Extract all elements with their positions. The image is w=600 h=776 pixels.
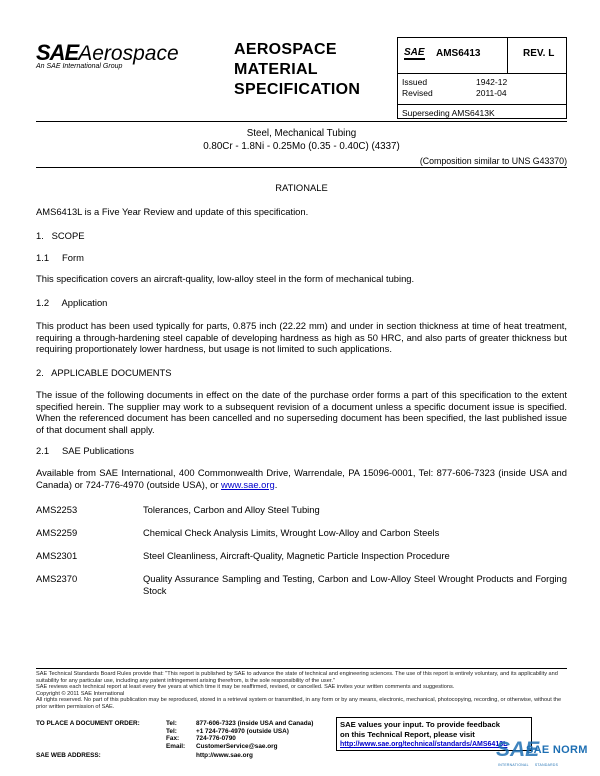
revised-label: Revised bbox=[402, 88, 433, 98]
watermark-sae-large: SAE bbox=[496, 738, 540, 761]
doc-number: AMS6413 bbox=[436, 48, 481, 59]
email-label: Email: bbox=[166, 742, 186, 750]
section-2-1-text bbox=[36, 467, 567, 490]
ref-title: Steel Cleanliness, Aircraft-Quality, Magnetic Particle Inspection Procedure bbox=[143, 550, 450, 561]
feedback-line-1: SAE values your input. To provide feedback bbox=[340, 720, 501, 729]
title-line-2: MATERIAL bbox=[234, 61, 318, 78]
doc-subtitle: 0.80Cr - 1.8Ni - 0.25Mo (0.35 - 0.40C) (4337) bbox=[203, 141, 400, 152]
section-1-2-heading: 1.2 Application bbox=[36, 297, 108, 308]
issued-value: 1942-12 bbox=[476, 77, 508, 87]
order-label: TO PLACE A DOCUMENT ORDER: bbox=[36, 720, 140, 727]
order-block bbox=[36, 720, 336, 760]
logo-aerospace-text: Aerospace bbox=[78, 42, 179, 65]
superseding-text: Superseding AMS6413K bbox=[402, 108, 495, 118]
ref-title: Chemical Check Analysis Limits, Wrought Low-Alloy and Carbon Steels bbox=[143, 527, 440, 538]
header-divider-vertical bbox=[507, 37, 508, 74]
ref-code: AMS2253 bbox=[36, 504, 78, 515]
footer-copyright: Copyright © 2011 SAE International bbox=[36, 690, 125, 697]
title-rule bbox=[36, 167, 567, 168]
title-line-3: SPECIFICATION bbox=[234, 81, 361, 98]
sae-norm-watermark bbox=[496, 738, 596, 774]
doc-title: Steel, Mechanical Tubing bbox=[246, 128, 357, 139]
section-2-1-heading: 2.1 SAE Publications bbox=[36, 445, 134, 456]
section-2-heading: 2. APPLICABLE DOCUMENTS bbox=[36, 367, 172, 378]
rationale-text: AMS6413L is a Five Year Review and update of this specification. bbox=[36, 206, 309, 217]
ref-title: Tolerances, Carbon and Alloy Steel Tubing bbox=[143, 504, 320, 515]
footer-rights-text: All rights reserved. No part of this publication may be reproduced, stored in a retrieval system or transmitted, in any form or by any means, electronic, mechanical, photocopying, recording, or otherwise, without the prior written permission of SAE. bbox=[36, 697, 562, 710]
header-divider-horizontal bbox=[397, 73, 567, 74]
footer-rule bbox=[36, 668, 567, 669]
logo-sae-text: SAE bbox=[36, 40, 79, 65]
ref-code: AMS2370 bbox=[36, 573, 78, 584]
revision-label: REV. L bbox=[523, 48, 555, 59]
section-1-1-text: This specification covers an aircraft-quality, low-alloy steel in the form of mechanical tubing. bbox=[36, 273, 415, 284]
section-1-1-heading: 1.1 Form bbox=[36, 252, 84, 263]
footer-review-text: SAE reviews each technical report at least every five years at which time it may be reaffirmed, revised, or cancelled. SAE invites your written comments and suggestions. bbox=[36, 684, 455, 691]
tel-label: Tel: bbox=[166, 720, 177, 727]
section-1-2-text: This product has been used typically for parts, 0.875 inch (22.22 mm) and under in section thickness at time of heat treatment, requiring a through-hardening steel capable of developing hardness as high as 50 HRC, and also parts of greater thickness but requiring proportionately lower hardness, but usage is not limited to such applications. bbox=[36, 320, 567, 355]
tel2-label: Tel: bbox=[166, 727, 177, 735]
revised-value: 2011-04 bbox=[476, 88, 507, 98]
feedback-line-2: on this Technical Report, please visit bbox=[340, 730, 475, 739]
logo-tagline: An SAE International Group bbox=[36, 63, 123, 70]
web-label: SAE WEB ADDRESS: bbox=[36, 752, 101, 759]
sae-availability-end: . bbox=[274, 478, 278, 490]
feedback-link[interactable]: http://www.sae.org/technical/standards/AMS6413L bbox=[340, 741, 508, 748]
fax-label: Fax: bbox=[166, 735, 180, 742]
rationale-heading: RATIONALE bbox=[275, 182, 328, 193]
header-divider-horizontal-2 bbox=[397, 104, 567, 105]
tel-inside: 877-606-7323 (inside USA and Canada) bbox=[196, 720, 314, 727]
footer-rules-text: SAE Technical Standards Board Rules provide that: "This report is published by SAE to advance the state of technical and engineering sciences. The use of this report is entirely voluntary, and its applicability and suitability for any particular use, including any patent infringement arising therefrom, is the sole responsibility of the user." bbox=[36, 671, 558, 684]
watermark-subtitle: INTERNATIONAL STANDARDS bbox=[498, 763, 559, 767]
tel-outside: +1 724-776-4970 (outside USA) bbox=[196, 727, 289, 735]
ref-code: AMS2301 bbox=[36, 550, 78, 561]
ref-code: AMS2259 bbox=[36, 527, 78, 538]
document-type-title bbox=[234, 40, 394, 100]
composition-note: (Composition similar to UNS G43370) bbox=[419, 156, 567, 166]
sae-availability-text: Available from SAE International, 400 Commonwealth Drive, Warrendale, PA 15096-0001, Tel: 877-606-7323 (inside USA and Canada) or 724-776-4970 (outside USA), or bbox=[36, 467, 567, 490]
section-1-heading: 1. SCOPE bbox=[36, 230, 85, 241]
section-2-text: The issue of the following documents in effect on the date of the purchase order forms a part of this specification to the extent specified herein. The supplier may work to a subsequent revision of a document unless a specific document issue is specified. When the referenced document has been cancelled and no superseding document has been specified, the last published issue of that document shall apply. bbox=[36, 389, 567, 435]
ref-title: Quality Assurance Sampling and Testing, Carbon and Low-Alloy Steel Wrought Products and Forging Stock bbox=[143, 573, 567, 596]
sae-aerospace-logo bbox=[36, 40, 206, 80]
title-line-1: AEROSPACE bbox=[234, 41, 337, 58]
issued-label: Issued bbox=[402, 77, 428, 87]
watermark-norm: SAE NORM bbox=[526, 744, 588, 756]
header-rule bbox=[36, 121, 567, 122]
footer-legal bbox=[36, 671, 567, 711]
fax-number: 724-776-0790 bbox=[196, 735, 236, 742]
mini-sae-logo: SAE bbox=[404, 47, 425, 58]
email-address[interactable]: CustomerService@sae.org bbox=[196, 742, 278, 750]
sae-website-link[interactable]: www.sae.org bbox=[221, 478, 275, 490]
web-address[interactable]: http://www.sae.org bbox=[196, 752, 253, 759]
